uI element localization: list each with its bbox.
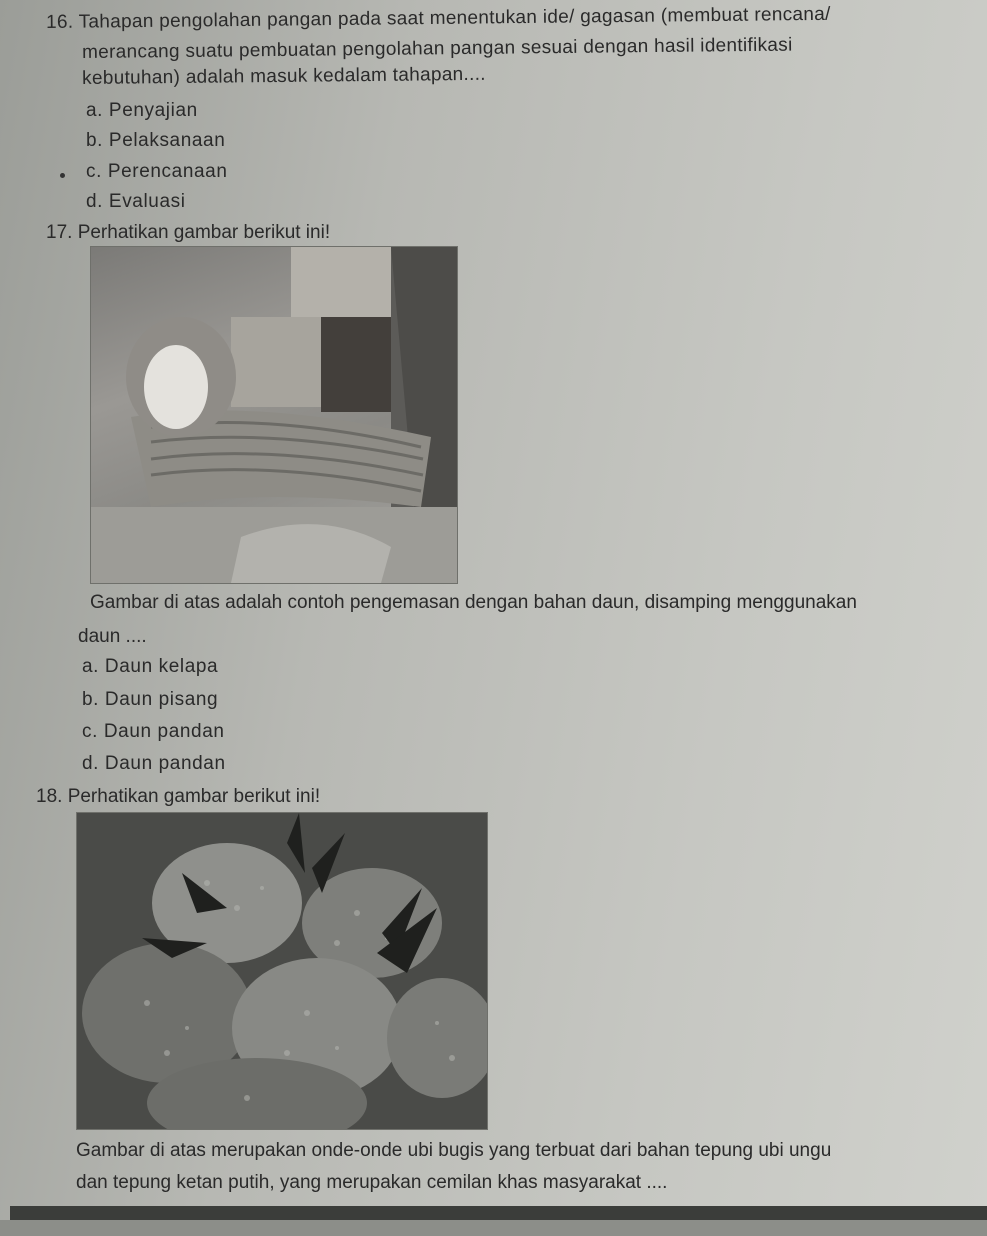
q16-option-d: d. Evaluasi — [86, 191, 186, 212]
onde-onde-illustration — [77, 813, 487, 1129]
q17-option-a: a. Daun kelapa — [82, 656, 219, 677]
leaf-package-illustration — [91, 247, 457, 583]
q17-prompt: 17. Perhatikan gambar berikut ini! — [46, 222, 331, 243]
q16-option-b: b. Pelaksanaan — [86, 130, 226, 151]
q17-line-2: daun .... — [78, 626, 147, 647]
q16-option-c: c. Perencanaan — [86, 161, 228, 182]
q18-line-1: Gambar di atas merupakan onde-onde ubi bugis yang terbuat dari bahan tepung ubi ungu — [76, 1140, 832, 1161]
q17-option-d: d. Daun pandan — [82, 753, 226, 774]
bottom-edge — [0, 1220, 987, 1236]
q16-line-3: kebutuhan) adalah masuk kedalam tahapan.... — [82, 63, 486, 89]
q16-option-a: a. Penyajian — [86, 100, 198, 121]
q17-option-b: b. Daun pisang — [82, 689, 219, 710]
q17-option-c: c. Daun pandan — [82, 721, 225, 742]
answer-mark-dot — [60, 173, 65, 178]
q18-onde-onde-photo — [76, 812, 488, 1130]
q18-prompt: 18. Perhatikan gambar berikut ini! — [36, 786, 321, 807]
bottom-border — [10, 1206, 987, 1220]
q16-line-1: 16. Tahapan pengolahan pangan pada saat menentukan ide/ gagasan (membuat rencana/ — [46, 3, 831, 33]
q17-leaf-package-photo — [90, 246, 458, 584]
q18-line-2: dan tepung ketan putih, yang merupakan cemilan khas masyarakat .... — [76, 1172, 668, 1193]
q17-line-1: Gambar di atas adalah contoh pengemasan dengan bahan daun, disamping menggunakan — [90, 592, 857, 613]
q16-line-2: merancang suatu pembuatan pengolahan pangan sesuai dengan hasil identifikasi — [82, 34, 793, 63]
